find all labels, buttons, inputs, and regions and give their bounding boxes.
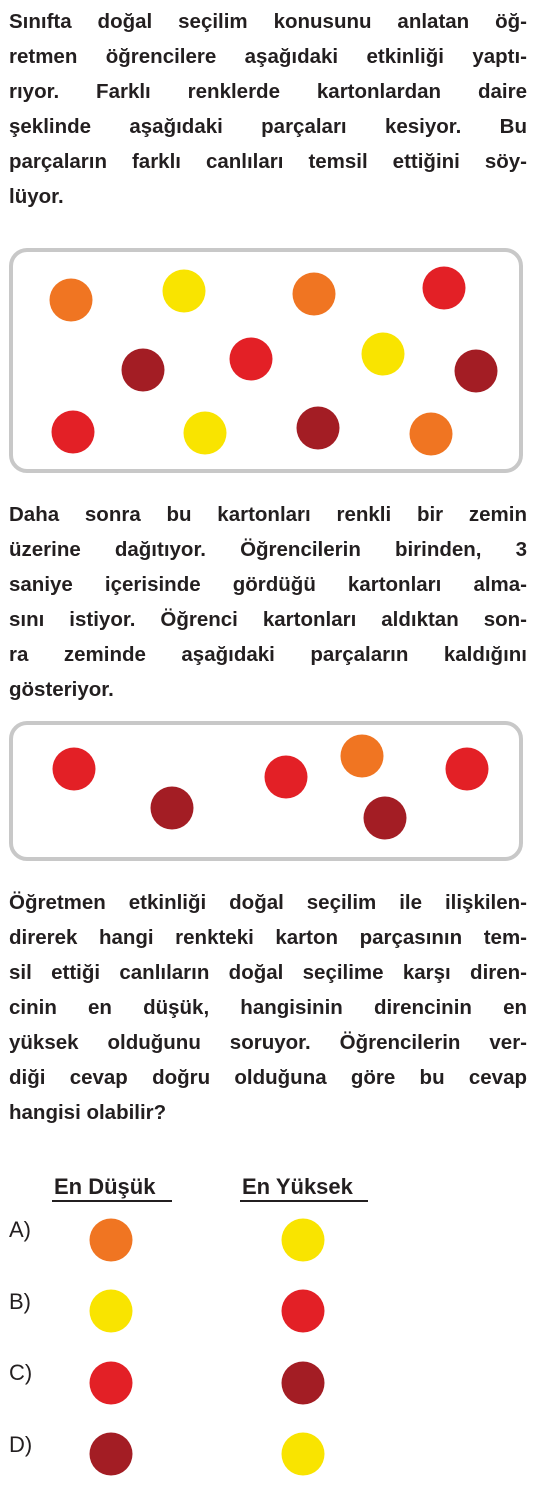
option-high-piece	[282, 1219, 325, 1262]
question-line: diği cevap doğru olduğuna göre bu cevap	[9, 1066, 527, 1089]
middle-line: ra zeminde aşağıdaki parçaların kaldığını	[9, 643, 527, 666]
cardboard-piece	[341, 735, 384, 778]
cardboard-piece	[230, 338, 273, 381]
cardboard-piece	[163, 270, 206, 313]
cardboard-piece	[151, 787, 194, 830]
option-high-piece	[282, 1290, 325, 1333]
question-line: Öğretmen etkinliği doğal seçilim ile ilişkilen-	[9, 891, 527, 914]
question-paragraph	[9, 885, 527, 1130]
middle-line: sını istiyor. Öğrenci kartonları aldıktan son-	[9, 608, 527, 631]
cardboard-piece	[446, 748, 489, 791]
cardboard-piece	[184, 412, 227, 455]
option-high-piece	[282, 1362, 325, 1405]
option-high-piece	[282, 1433, 325, 1476]
cardboard-piece	[362, 333, 405, 376]
option-low-piece	[90, 1290, 133, 1333]
cardboard-piece	[50, 279, 93, 322]
cardboard-piece	[122, 349, 165, 392]
remaining-pieces-box	[9, 721, 523, 861]
cardboard-piece	[410, 413, 453, 456]
middle-line: gösteriyor.	[9, 678, 114, 701]
question-line: hangisi olabilir?	[9, 1101, 167, 1124]
intro-line: retmen öğrencilere aşağıdaki etkinliği yaptı-	[9, 45, 527, 68]
cardboard-piece	[265, 756, 308, 799]
cardboard-piece	[293, 273, 336, 316]
intro-line: rıyor. Farklı renklerde kartonlardan daire	[9, 80, 527, 103]
intro-line: lüyor.	[9, 185, 64, 208]
question-line: direrek hangi renkteki karton parçasının tem-	[9, 926, 527, 949]
option-letter: B)	[9, 1289, 31, 1314]
cardboard-piece	[423, 267, 466, 310]
question-line: cinin en düşük, hangisinin direncinin en	[9, 996, 527, 1019]
cardboard-piece	[53, 748, 96, 791]
header-lowest: En Düşük	[54, 1174, 156, 1199]
cardboard-piece	[52, 411, 95, 454]
middle-line: üzerine dağıtıyor. Öğrencilerin birinden, 3	[9, 538, 527, 561]
intro-line: şeklinde aşağıdaki parçaları kesiyor. Bu	[9, 115, 527, 138]
initial-pieces-box	[9, 248, 523, 473]
middle-line: saniye içerisinde gördüğü kartonları alma-	[9, 573, 527, 596]
cardboard-piece	[455, 350, 498, 393]
intro-line: parçaların farklı canlıları temsil ettiğini söy-	[9, 150, 527, 173]
question-line: yüksek olduğunu soruyor. Öğrencilerin ver-	[9, 1031, 527, 1054]
cardboard-piece	[297, 407, 340, 450]
option-letter: C)	[9, 1360, 33, 1385]
middle-paragraph	[9, 497, 527, 707]
option-letter: A)	[9, 1217, 31, 1242]
intro-paragraph	[9, 4, 527, 214]
cardboard-piece	[364, 797, 407, 840]
header-lowest-underline	[52, 1200, 172, 1202]
header-highest-underline	[240, 1200, 368, 1202]
option-low-piece	[90, 1433, 133, 1476]
intro-line: Sınıfta doğal seçilim konusunu anlatan öğ-	[9, 10, 527, 33]
option-low-piece	[90, 1219, 133, 1262]
middle-line: Daha sonra bu kartonları renkli bir zemin	[9, 503, 527, 526]
option-low-piece	[90, 1362, 133, 1405]
header-highest: En Yüksek	[242, 1174, 353, 1199]
question-line: sil ettiği canlıların doğal seçilime karşı diren-	[9, 961, 527, 984]
option-letter: D)	[9, 1432, 33, 1457]
